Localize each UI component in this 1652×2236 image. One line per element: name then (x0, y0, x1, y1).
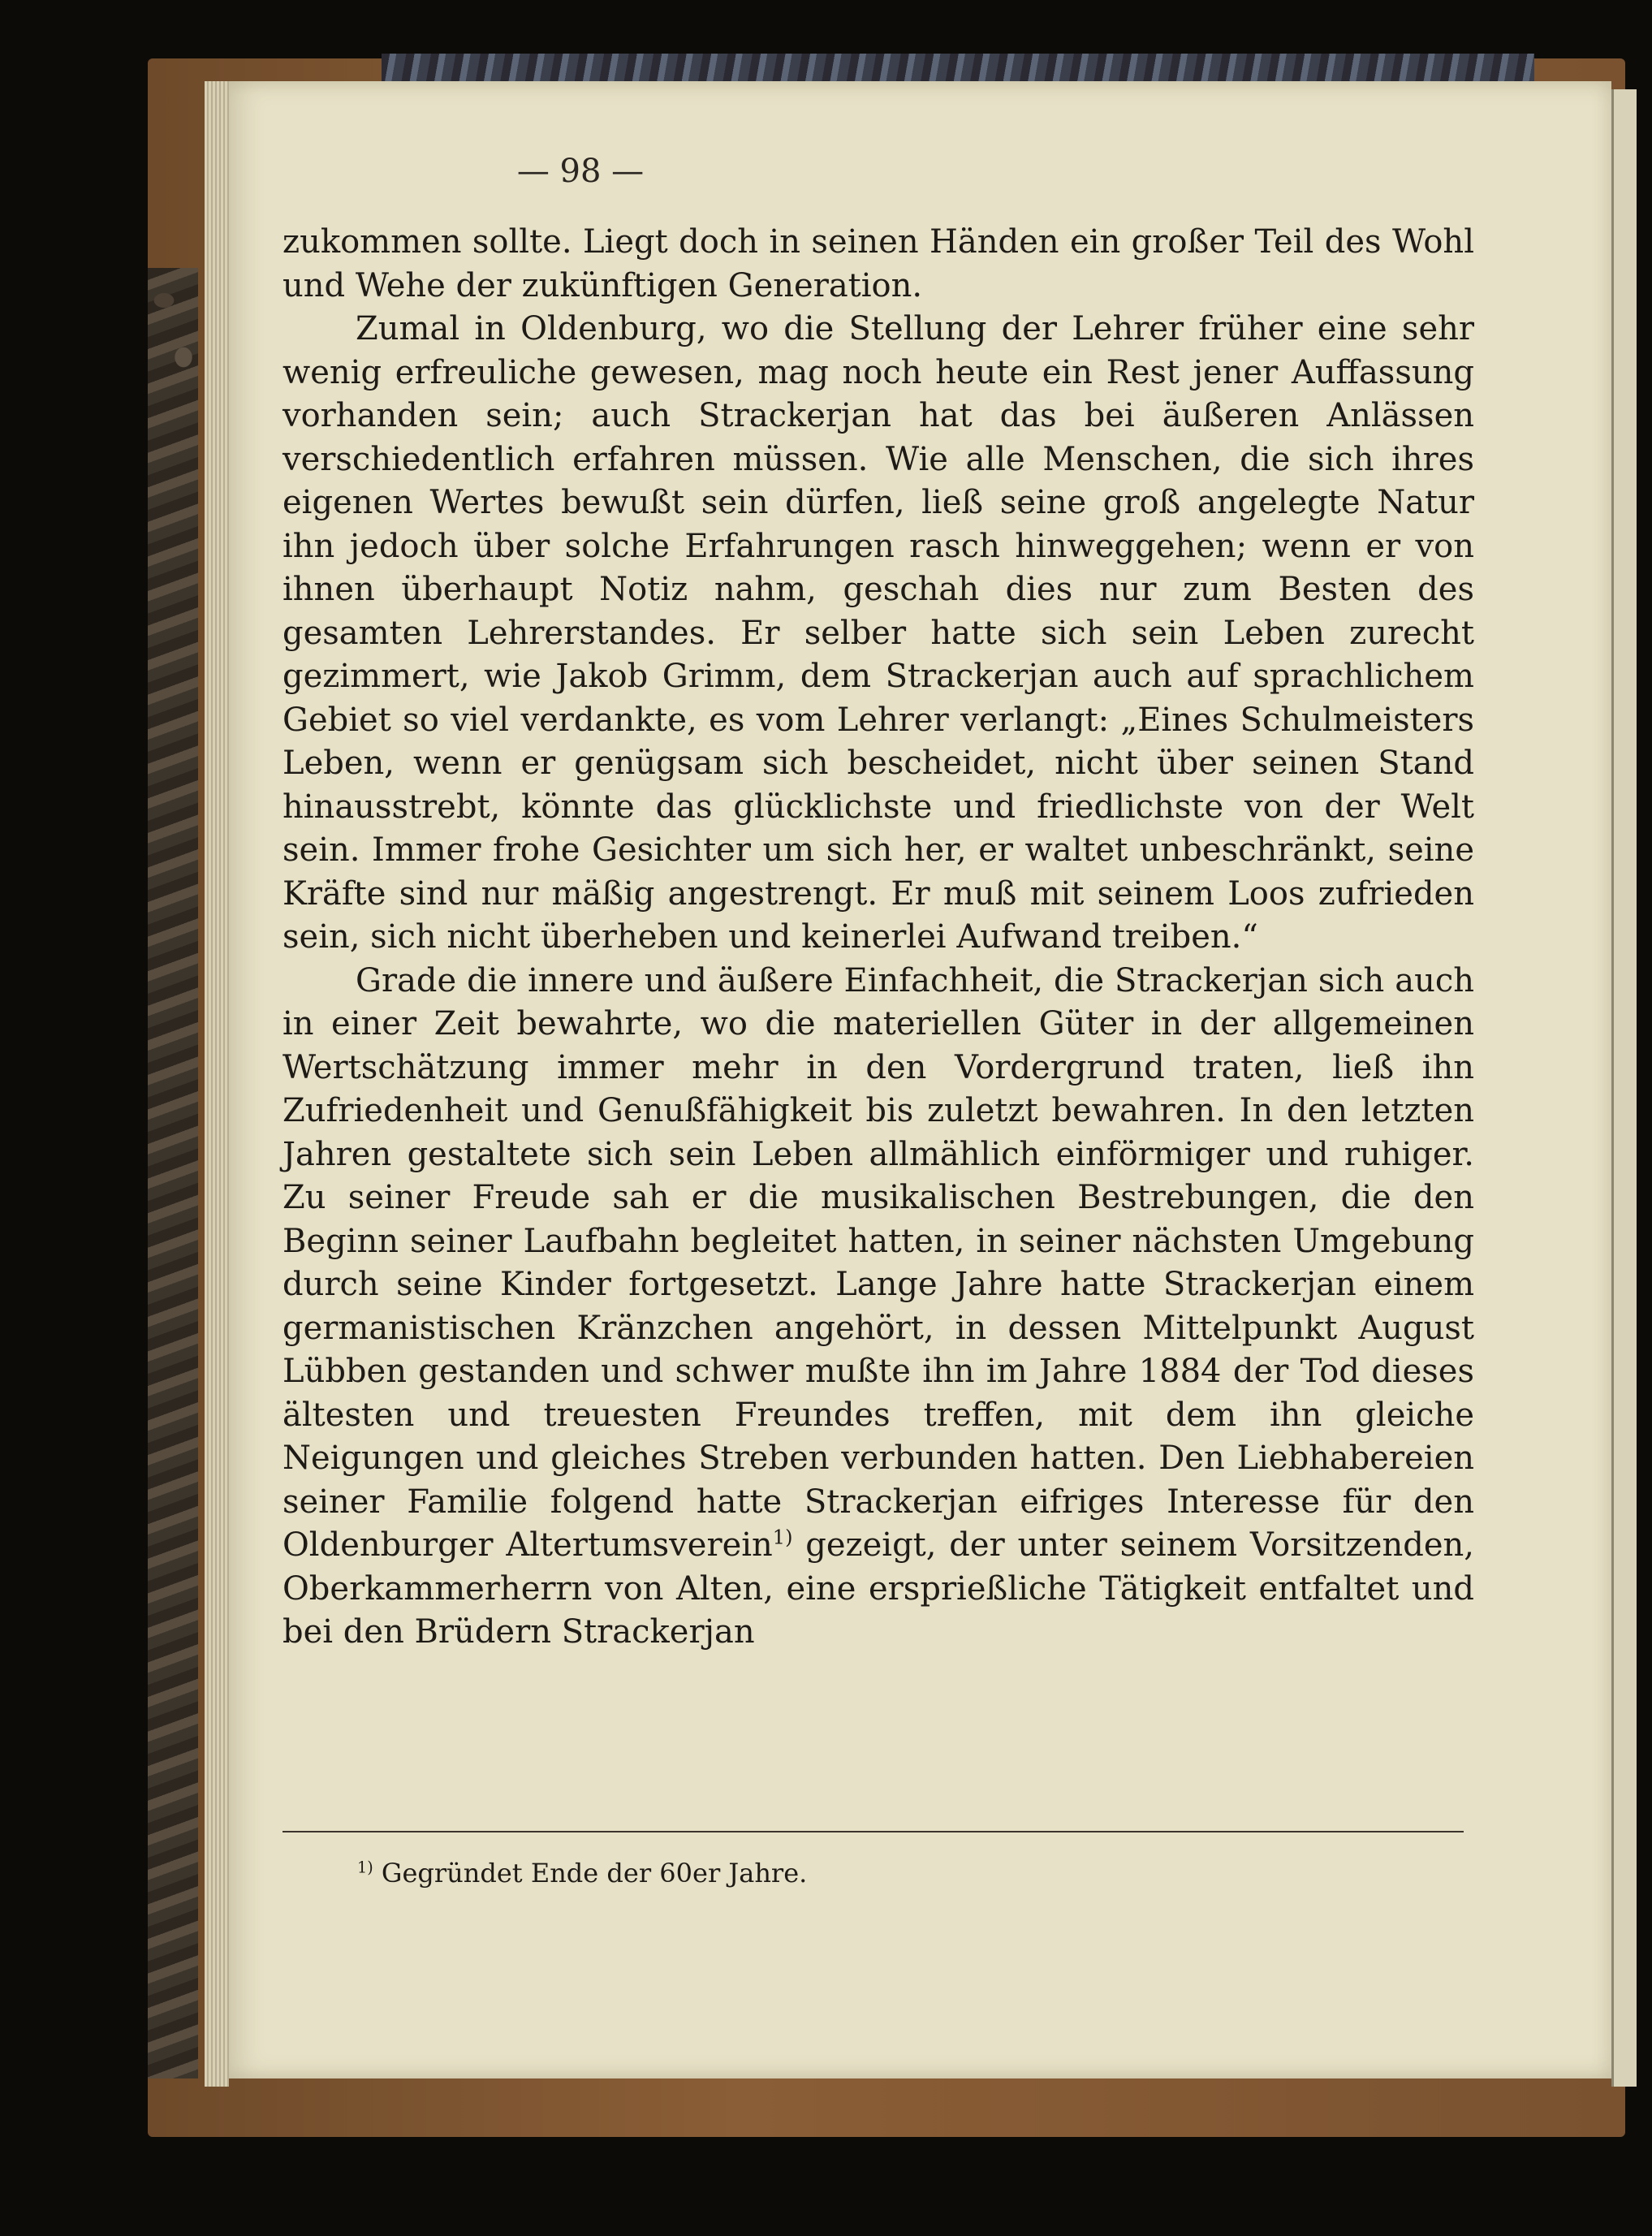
paragraph-2: Zumal in Oldenburg, wo die Stellung der Lehrer früher eine sehr wenig erfreuliche gewesen, mag noch heute ein Rest jener Auffassung vorhanden sein; auch Strackerjan hat das bei äußeren Anlässen verschiedentlich erfahren müssen. Wie alle Menschen, die sich ihres eigenen Wertes bewußt sein dürfen, ließ seine groß angelegte Natur ihn jedoch über solche Erfahrungen rasch hinweggehen; wenn er von ihnen überhaupt Notiz nahm, geschah dies nur zum Besten des gesamten Lehrerstandes. Er selber hatte sich sein Leben zurecht gezimmert, wie Jakob Grimm, dem Strackerjan auch auf sprachlichem Gebiet so viel verdankte, es vom Lehrer verlangt: „Eines Schulmeisters Leben, wenn er genügsam sich bescheidet, nicht über seinen Stand hinausstrebt, könnte das glücklichste und friedlichste von der Welt sein. Immer frohe Gesichter um sich her, er waltet unbeschränkt, seine Kräfte sind nur mäßig angestrengt. Er muß mit seinem Loos zufrieden sein, sich nicht überheben und keinerlei Aufwand treiben.“ (283, 310, 1474, 956)
footnote-text: Gegründet Ende der 60er Jahre. (381, 1858, 808, 1889)
footnote-marker: 1) (357, 1858, 373, 1877)
paragraph-3-tail: gezeigt, der unter seinem Vorsitzenden, Oberkammerherrn von Alten, eine ersprießliche Tätigkeit entfaltet und bei den Brüdern Strackerjan (283, 1526, 1474, 1651)
page-number: — 98 — (516, 153, 645, 190)
footnote (357, 1858, 807, 1889)
body-text (283, 221, 1474, 1655)
marbled-endpaper (148, 268, 198, 2078)
footnote-reference: 1) (772, 1526, 793, 1549)
next-page-edge (1611, 89, 1637, 2087)
paragraph-1: zukommen sollte. Liegt doch in seinen Händen ein großer Teil des Wohl und Wehe der zukünftigen Generation. (283, 223, 1474, 304)
paragraph-3 (283, 960, 1474, 1655)
paragraph-3-text: Grade die innere und äußere Einfachheit, die Strackerjan sich auch in einer Zeit bewahrte, wo die materiellen Güter in der allgemeinen Wertschätzung immer mehr in den Vordergrund traten, ließ ihn Zufriedenheit und Genußfähigkeit bis zuletzt bewahren. In den letzten Jahren gestaltete sich sein Leben allmählich einförmiger und ruhiger. Zu seiner Freude sah er die musikalischen Bestrebungen, die den Beginn seiner Laufbahn begleitet hatten, in seiner nächsten Umgebung durch seine Kinder fortgesetzt. Lange Jahre hatte Strackerjan einem germanistischen Kränzchen angehört, in dessen Mittelpunkt August Lübben gestanden und schwer mußte ihn im Jahre 1884 der Tod dieses ältesten und treuesten Freundes treffen, mit dem ihn gleiche Neigungen und gleiches Streben verbunden hatten. Den Liebhabereien seiner Familie folgend hatte Strackerjan eifriges Interesse für den Oldenburger Altertumsverein (283, 961, 1474, 1564)
footnote-rule (283, 1831, 1464, 1832)
marbled-edge-top (382, 54, 1534, 81)
page-edges (205, 81, 229, 2087)
